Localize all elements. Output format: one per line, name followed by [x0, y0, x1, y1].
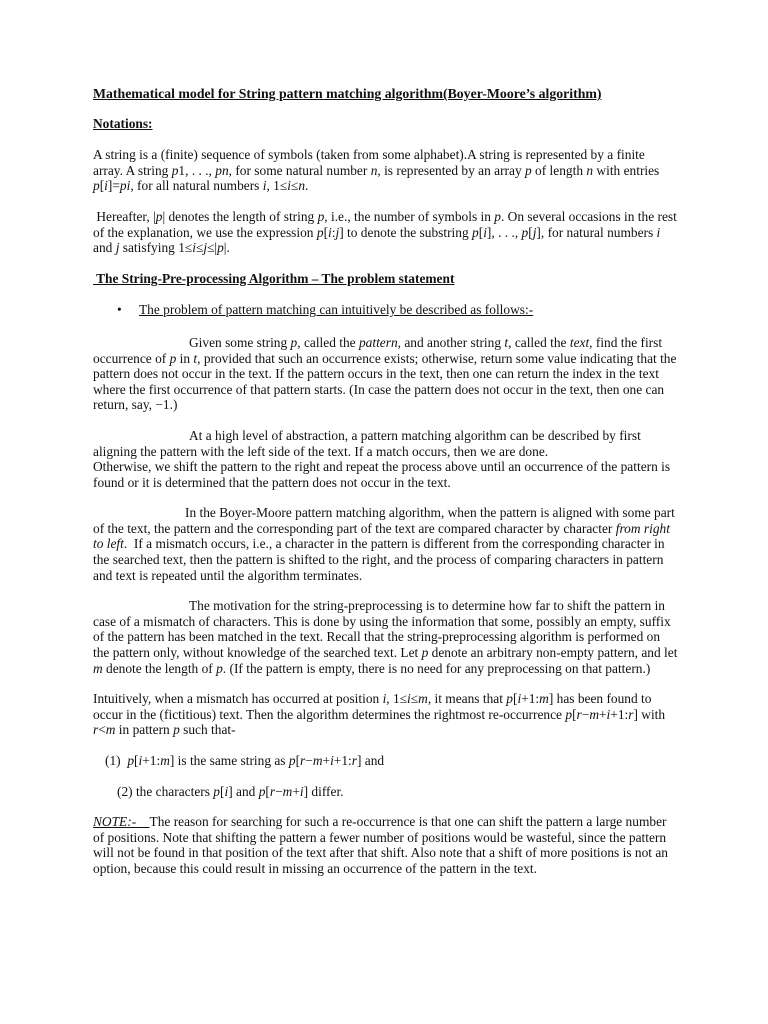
document-title: Mathematical model for String pattern matching algorithm(Boyer-Moore’s algorithm): [93, 86, 602, 101]
bullet-text: The problem of pattern matching can intuitively be described as follows:-: [139, 302, 534, 318]
problem-statement-heading: The String-Pre-processing Algorithm – The problem statement: [93, 270, 455, 286]
paragraph-hereafter: Hereafter, |p| denotes the length of string p, i.e., the number of symbols in p. On several occasions in the rest of the explanation, we use the expression p[i:j] to denote the substring p[i], . . ., p[j], for natural numbers i and j satisfying 1≤i≤j≤|p|.: [93, 208, 677, 256]
paragraph-note: NOTE:- The reason for searching for such a re-occurrence is that one can shift the pattern a large number of positions. Note that shifting the pattern a fewer number of positions would be wasteful, since the pattern will not be found in that position of the text after that shift. Also note that a shift of more positions is not an option, because this could result in missing an occurrence of the pattern in the text.: [93, 814, 668, 876]
condition-item-2: (2) the characters p[i] and p[r−m+i] differ.: [117, 783, 344, 799]
notations-heading: Notations:: [93, 115, 153, 131]
paragraph-boyer-moore: In the Boyer-Moore pattern matching algorithm, when the pattern is aligned with some part of the text, the pattern and the corresponding part of the text are compared character by character from right to left. If a mismatch occurs, i.e., a character in the pattern is different from the corresponding character in the searched text, then the pattern is shifted to the right, and the process of comparing characters in pattern and text is repeated until the algorithm terminates.: [93, 505, 675, 583]
paragraph-problem-description: Given some string p, called the pattern, and another string t, called the text, find the first occurrence of p in t, provided that such an occurrence exists; otherwise, return some value indicating that the pattern does not occur in the text. If the pattern occurs in the text, then one can return the index in the text where the first occurrence of that pattern starts. (In case the pattern does not occur in the text, then one can return, say, −1.): [93, 334, 677, 413]
condition-1-prefix: (1): [105, 753, 128, 768]
bullet-item: [93, 302, 678, 318]
condition-item-1: (1) p[i+1:m] is the same string as p[r−m+i+1:r] and: [105, 753, 385, 768]
paragraph-string-definition: A string is a (finite) sequence of symbols (taken from some alphabet).A string is represented by a finite array. A string p1, . . ., pn, for some natural number n, is represented by an array p of length n with entries p[i]=pi, for all natural numbers i, 1≤i≤n.: [93, 147, 660, 194]
paragraph-intuitively: Intuitively, when a mismatch has occurred at position i, 1≤i≤m, it means that p[i+1:m] has been found to occur in the (fictitious) text. Then the algorithm determines the rightmost re-occurrence p[r−m+i+1:r] with r<m in pattern p such that-: [93, 691, 666, 738]
note-label: NOTE:-: [93, 814, 150, 830]
paragraph-abstraction: At a high level of abstraction, a pattern matching algorithm can be described by first aligning the pattern with the left side of the text. If a match occurs, then we are done. Otherwise, we shift the pattern to the right and repeat the process above until an occurrence of the pattern is found or it is determined that the pattern does not occur in the text.: [93, 427, 671, 490]
document-body: [93, 86, 678, 892]
bullet-dot-icon: •: [117, 302, 122, 318]
condition-2-prefix: (2) the characters: [117, 783, 214, 799]
paragraph-motivation: The motivation for the string-preprocessing is to determine how far to shift the pattern in case of a mismatch of characters. This is done by using the information that some, possibly an empty, suffix of the pattern has been matched in the text. Recall that the string-preprocessing algorithm is performed on the pattern only, without knowledge of the searched text. Let p denote an arbitrary non-empty pattern, and let m denote the length of p. (If the pattern is empty, there is no need for any preprocessing on that pattern.): [93, 598, 678, 676]
